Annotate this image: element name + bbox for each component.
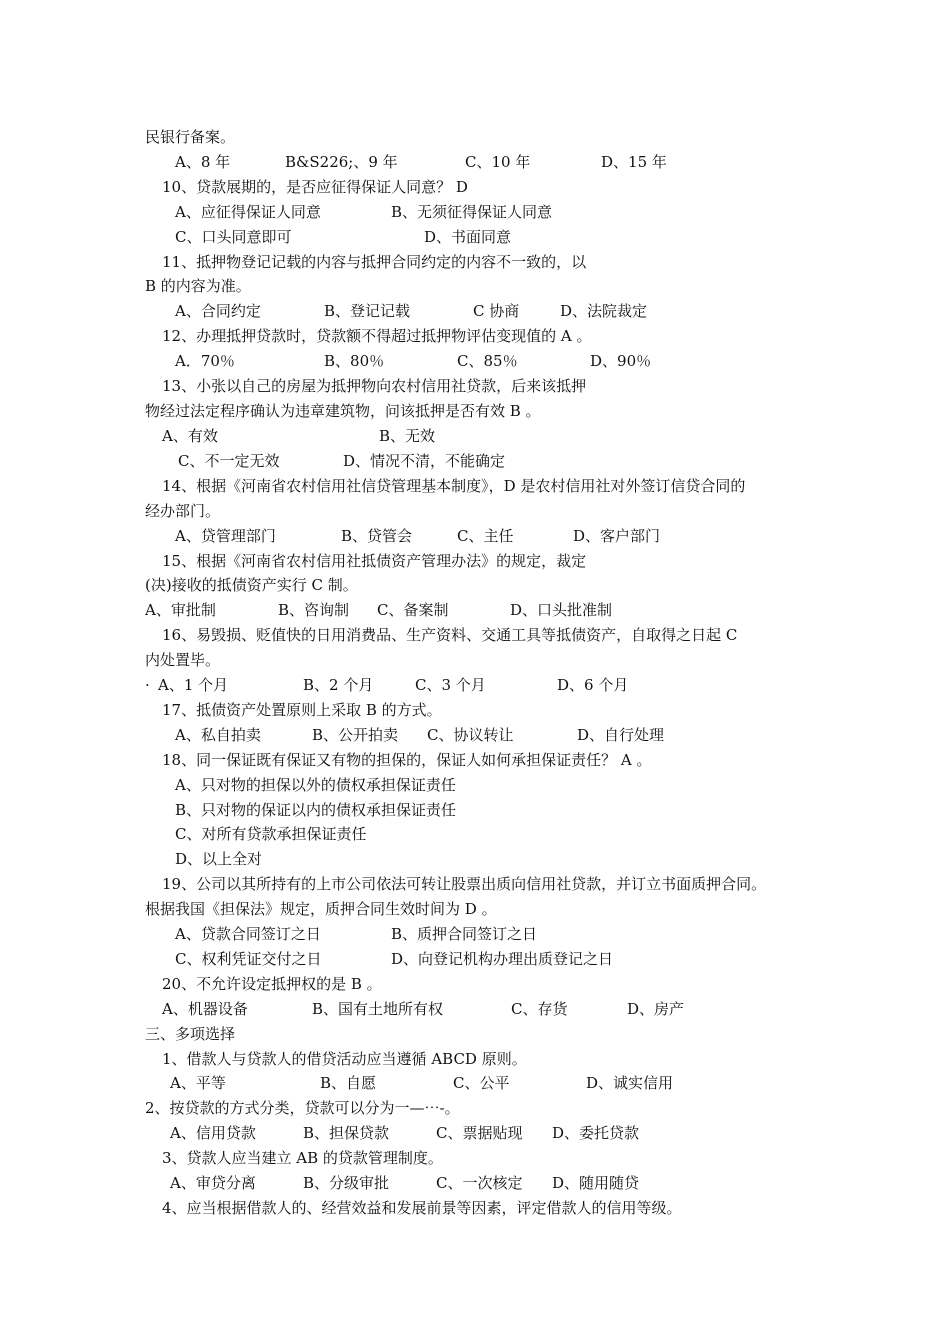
text-line: A、平等 [170,1074,226,1092]
text-line: B、无须征得保证人同意 [391,203,553,221]
text-line: B&S226;、9 年 [285,153,398,171]
text-line: B、自愿 [320,1074,377,1092]
text-line: A、机器设备 [162,1000,248,1018]
text-line: D、15 年 [601,153,667,171]
text-line: C、存货 [511,1000,568,1018]
text-line: 2、按贷款的方式分类，贷款可以分为一—⋯-。 [145,1099,460,1117]
text-line: · [145,676,150,694]
text-line: D、随用随贷 [552,1174,640,1192]
text-line: C、权利凭证交付之日 [175,950,322,968]
text-line: 20、不允许设定抵押权的是 B 。 [162,975,382,993]
text-line: B、质押合同签订之日 [391,925,538,943]
text-line: C、不一定无效 [178,452,280,470]
text-line: 4、应当根据借款人的、经营效益和发展前景等因素，评定借款人的信用等级。 [162,1199,682,1217]
text-line: A、只对物的担保以外的债权承担保证责任 [175,776,456,794]
text-line: B、只对物的保证以内的债权承担保证责任 [175,801,457,819]
text-line: C、协议转让 [427,726,514,744]
text-line: A、贷款合同签订之日 [175,925,321,943]
text-line: B、分级审批 [303,1174,390,1192]
text-line: 12、办理抵押贷款时，贷款额不得超过抵押物评估变现值的 A 。 [162,327,592,345]
text-line: D、房产 [627,1000,685,1018]
text-line: 14、根据《河南省农村信用社信贷管理基本制度》，D 是农村信用社对外签订信贷合同的 [162,477,746,495]
text-line: B、公开拍卖 [312,726,399,744]
text-line: 13、小张以自己的房屋为抵押物向农村信用社贷款，后来该抵押 [162,377,587,395]
text-line: D、90％ [590,352,652,370]
text-line: 10、贷款展期的，是否应征得保证人同意？ D [162,178,468,196]
text-line: D、自行处理 [577,726,665,744]
text-line: 18、同一保证既有保证又有物的担保的，保证人如何承担保证责任？ A 。 [162,751,652,769]
text-line: A、审批制 [145,601,216,619]
text-line: A、应征得保证人同意 [175,203,321,221]
text-line: A、审贷分离 [170,1174,256,1192]
text-line: A．70％ [175,352,235,370]
text-line: A、贷管理部门 [175,527,276,545]
text-line: D、向登记机构办理出质登记之日 [391,950,614,968]
text-line: B 的内容为准。 [145,277,251,295]
text-line: B、无效 [379,427,436,445]
text-line: 17、抵债资产处置原则上采取 B 的方式。 [162,701,442,719]
text-line: D、6 个月 [557,676,629,694]
text-line: C、口头同意即可 [175,228,292,246]
text-line: 16、易毁损、贬值快的日用消费品、生产资料、交通工具等抵债资产，自取得之日起 C [162,626,738,644]
text-line: D、书面同意 [424,228,512,246]
text-line: C、一次核定 [436,1174,523,1192]
text-line: B、国有土地所有权 [312,1000,444,1018]
text-line: 19、公司以其所持有的上市公司依法可转让股票出质向信用社贷款，并订立书面质押合同。 [162,875,767,893]
text-line: C、票据贴现 [436,1124,523,1142]
text-line: 15、根据《河南省农村信用社抵债资产管理办法》的规定，裁定 [162,552,587,570]
text-line: 经办部门。 [145,502,221,520]
text-line: C 协商 [473,302,520,320]
text-line: D、委托贷款 [552,1124,640,1142]
text-line: 物经过法定程序确认为违章建筑物，问该抵押是否有效 B 。 [145,402,541,420]
text-line: C、3 个月 [415,676,486,694]
text-line: D、以上全对 [175,850,263,868]
text-line: A、1 个月 [158,676,229,694]
text-line: 民银行备案。 [145,128,236,146]
text-line: C、公平 [453,1074,510,1092]
text-line: A、合同约定 [175,302,261,320]
text-line: 根据我国《担保法》规定，质押合同生效时间为 D 。 [145,900,497,918]
text-line: B、2 个月 [303,676,374,694]
text-line: D、情况不清，不能确定 [343,452,506,470]
text-line: C、主任 [457,527,514,545]
text-line: A、8 年 [175,153,231,171]
text-line: C、备案制 [377,601,449,619]
text-line: 三、多项选择 [145,1025,236,1043]
text-line: B、咨询制 [278,601,350,619]
text-line: 3、贷款人应当建立 AB 的贷款管理制度。 [162,1149,443,1167]
text-line: B、贷管会 [341,527,413,545]
text-line: D、客户部门 [573,527,661,545]
text-line: 1、借款人与贷款人的借贷活动应当遵循 ABCD 原则。 [162,1050,527,1068]
text-line: B、担保贷款 [303,1124,390,1142]
text-line: 内处置毕。 [145,651,221,669]
text-line: D、口头批准制 [510,601,613,619]
text-line: A、信用贷款 [170,1124,256,1142]
text-line: B、登记记载 [324,302,411,320]
text-line: C、对所有贷款承担保证责任 [175,825,367,843]
text-line: A、私自拍卖 [175,726,261,744]
text-line: D、诚实信用 [586,1074,674,1092]
text-line: 11、抵押物登记记载的内容与抵押合同约定的内容不一致的，以 [162,253,587,271]
text-line: C、10 年 [465,153,531,171]
text-line: A、有效 [162,427,218,445]
text-line: B、80％ [324,352,385,370]
text-line: (决)接收的抵债资产实行 C 制。 [145,576,358,594]
text-line: C、85％ [457,352,518,370]
text-line: D、法院裁定 [560,302,648,320]
